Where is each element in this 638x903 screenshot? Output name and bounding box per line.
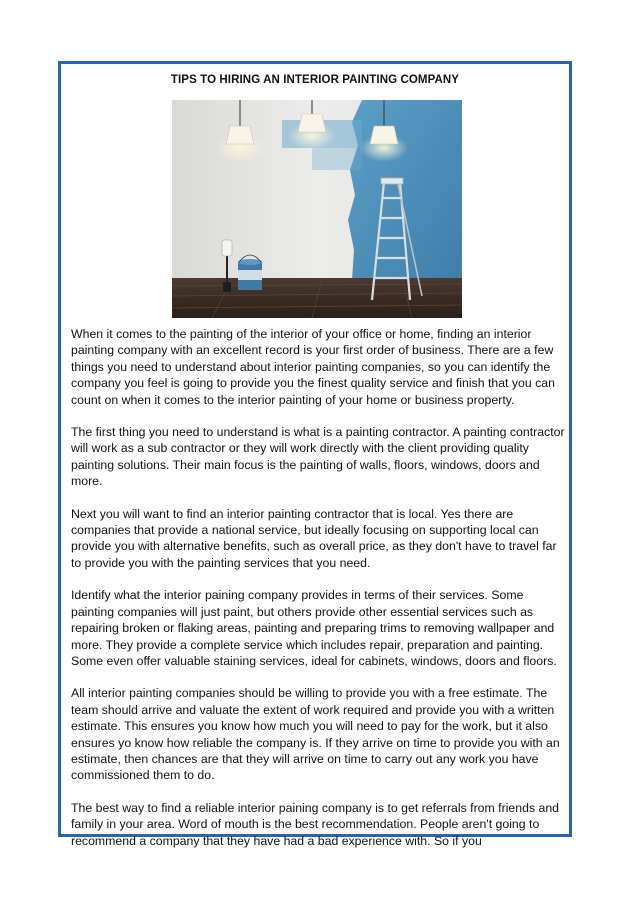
paragraph: The first thing you need to understand is what is a painting contractor. A painting contractor will work as a sub contractor or they will work directly with the client providing quality painting solutions. Their main focus is the painting of walls, floors, windows, doors and more. <box>71 425 565 489</box>
interior-painting-illustration <box>172 100 462 318</box>
document-page <box>58 61 572 848</box>
document-body <box>71 326 565 865</box>
paint-can-icon <box>238 255 262 290</box>
paragraph: Next you will want to find an interior painting contractor that is local. Yes there are companies that provide a national service, but ideally focusing on supporting local can provide you with alternative benefits, such as overall price, as they don't have to travel far to provide you with the painting services that you need. <box>71 506 557 570</box>
document-title: TIPS TO HIRING AN INTERIOR PAINTING COMPANY <box>170 74 460 86</box>
paragraph: When it comes to the painting of the interior of your office or home, finding an interior painting company with an excellent record is your first order of business. There are a few things you need to understand about interior painting companies, so you can identify the company you feel is going to provide you the finest quality service and finish that you can count on when it comes to the interior painting of your home or business property. <box>71 327 555 407</box>
paragraph: All interior painting companies should be willing to provide you with a free estimate. The team should arrive and valuate the extent of work required and provide you with a written estimate. This ensures you know how much you will need to pay for the work, but it also ensures yo know how reliable the company is. If they arrive on time to provide you with an estimate, then chances are that they will arrive on time to carry out any work you have commissioned them to do. <box>71 686 560 783</box>
paragraph: The best way to find a reliable interior paining company is to get referrals from friends and family in your area. Word of mouth is the best recommendation. People aren't going to recommend a company that they have had a bad experience with. So if you <box>71 800 560 848</box>
paragraph: Identify what the interior paining company provides in terms of their services. Some painting companies will just paint, but others provide other essential services such as repairing broken or flaking areas, painting and preparing trims to removing wallpaper and more. They provide a complete service which includes repair, preparation and painting. Some even offer valuable staining services, ideal for cabinets, windows, doors and floors. <box>71 588 557 668</box>
